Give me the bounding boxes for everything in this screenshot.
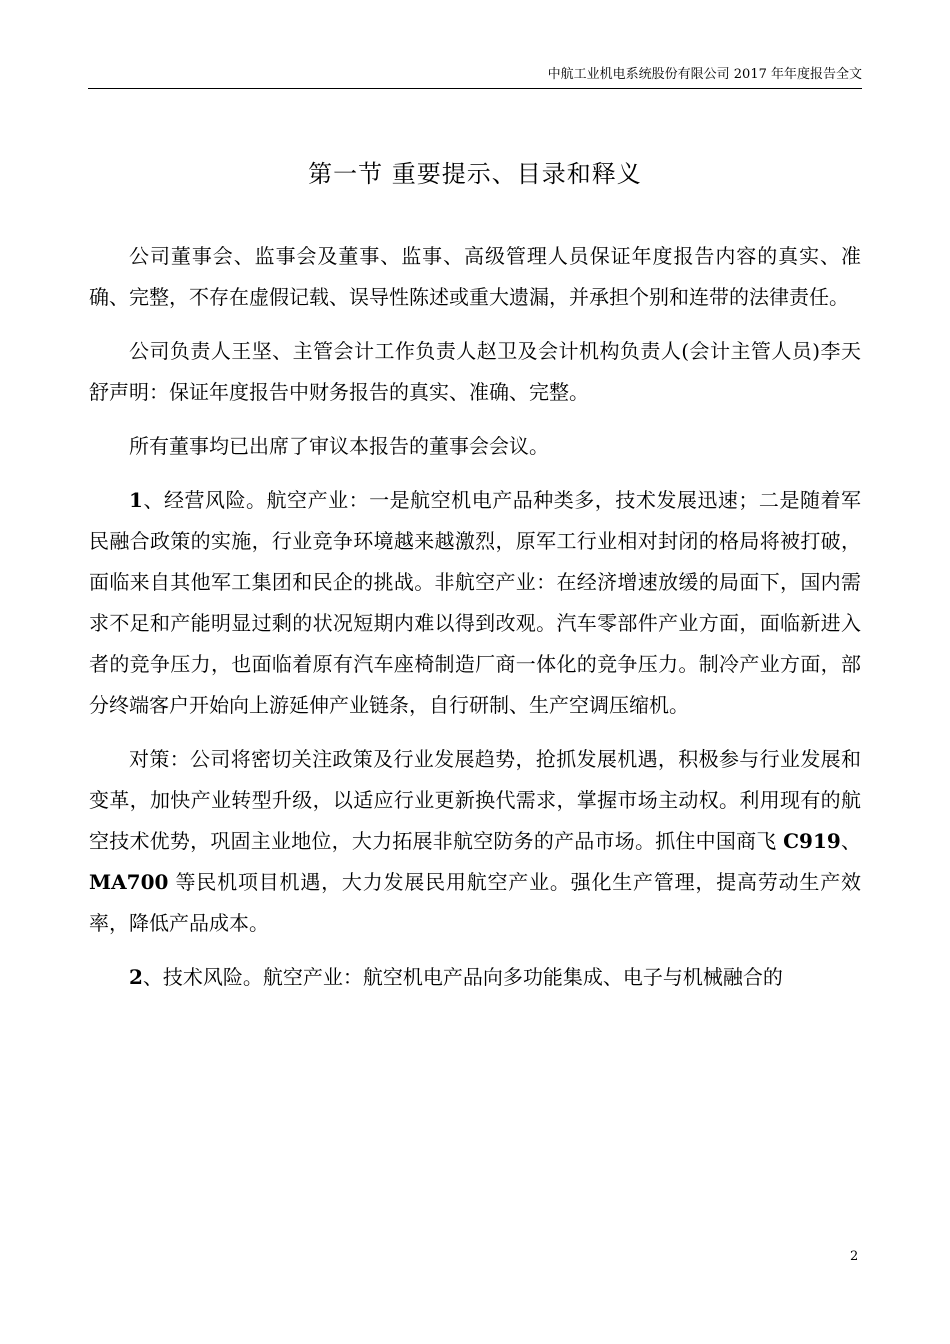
operating-risk-text: 、经营风险。航空产业：一是航空机电产品种类多，技术发展迅速；二是随着军民融合政策的实施，行业竞争环境越来越激烈，原军工行业相对封闭的格局将被打破，面临来自其他军工集团和民企的挑战。非航空产业：在经济增速放缓的局面下，国内需求不足和产能明显过剩的状况短期内难以得到改观。汽车零部件产业方面，面临新进入者的竞争压力，也面临着原有汽车座椅制造厂商一体化的竞争压力。制冷产业方面，部分终端客户开始向上游延伸产业链条，自行研制、生产空调压缩机。 [89,488,861,717]
paragraph-responsibility-statement: 公司董事会、监事会及董事、监事、高级管理人员保证年度报告内容的真实、准确、完整，不存在虚假记载、误导性陈述或重大遗漏，并承担个别和连带的法律责任。 [89,244,861,309]
model-separator: 、 [840,829,862,853]
countermeasures-text-start: 对策：公司将密切关注政策及行业发展趋势，抢抓发展机遇，积极参与行业发展和变革，加快产业转型升级，以适应行业更新换代需求，掌握市场主动权。利用现有的航空技术优势，巩固主业地位，大力拓展非航空防务的产品市场。抓住中国商飞 [89,747,861,853]
report-header-title: 中航工业机电系统股份有限公司 2017 年年度报告全文 [547,67,862,82]
page-header [88,66,862,89]
technical-risk-text: 、技术风险。航空产业：航空机电产品向多功能集成、电子与机械融合的 [142,965,783,989]
countermeasures-text-end: 等民机项目机遇，大力发展民用航空产业。强化生产管理，提高劳动生产效率，降低产品成本。 [89,870,861,935]
aircraft-model-ma700: MA700 [89,870,169,894]
paragraph-technical-risk [89,957,861,998]
paragraph-operating-risk [89,480,861,726]
body-text [89,236,861,1011]
risk-number: 2 [129,965,143,989]
section-title: 第一节 重要提示、目录和释义 [308,160,642,188]
paragraph-countermeasures [89,739,861,944]
page-number: 2 [850,1249,859,1264]
paragraph-board-attendance: 所有董事均已出席了审议本报告的董事会会议。 [129,434,549,458]
aircraft-model-c919: C919 [783,829,841,853]
paragraph-financial-statement-declaration: 公司负责人王坚、主管会计工作负责人赵卫及会计机构负责人(会计主管人员)李天舒声明：保证年度报告中财务报告的真实、准确、完整。 [89,339,861,404]
risk-number: 1 [129,488,143,512]
